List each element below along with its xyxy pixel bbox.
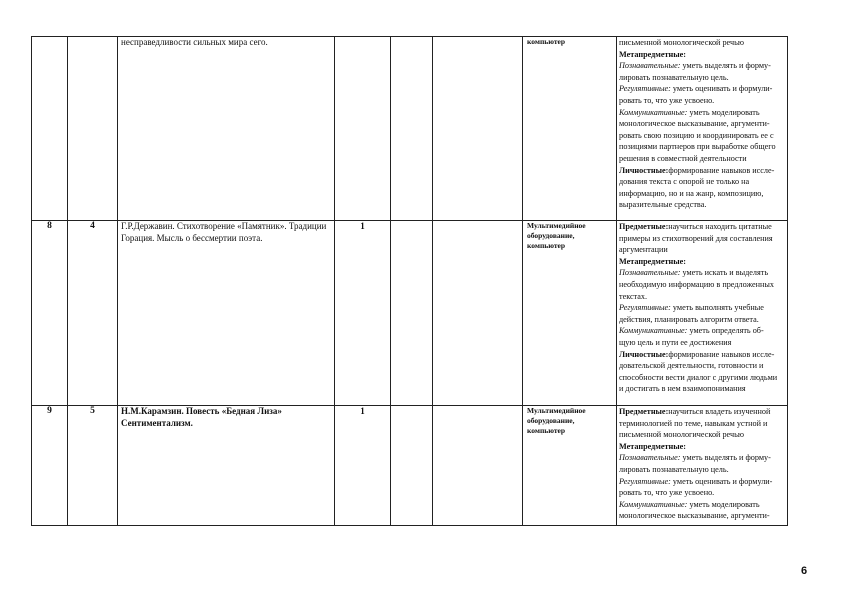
- lesson-theme: Г.Р.Державин. Стихотворение «Памятник». Традиции Горация. Мысль о бессмертии поэта.: [118, 221, 335, 406]
- result-label: Предметные:: [619, 407, 669, 416]
- result-line: [619, 349, 785, 361]
- result-text: довательской деятельности, готовности и: [619, 361, 764, 371]
- result-line: [619, 130, 785, 142]
- table-row: [32, 37, 788, 221]
- lesson-plan-table: [31, 36, 788, 526]
- result-line: [619, 279, 785, 291]
- result-text: способности вести диалог с другими людьми: [619, 372, 778, 382]
- result-text: уметь моделировать: [687, 107, 760, 117]
- result-text: монологическое высказывание, аргументи-: [619, 119, 770, 129]
- result-line: [619, 441, 785, 453]
- result-text: действия, планировать алгоритм ответа.: [619, 314, 759, 324]
- result-line: [619, 325, 785, 337]
- result-line: [619, 302, 785, 314]
- empty-cell: [391, 37, 433, 221]
- result-text: уметь оценивать и формули-: [670, 476, 773, 486]
- result-text: примеры из стихотворений для составления: [619, 233, 773, 243]
- result-text: позициями партнеров при выработке общего: [619, 142, 776, 152]
- result-line: [619, 337, 785, 349]
- result-text: ровать свою позицию и координировать ее с: [619, 130, 774, 140]
- result-label: Предметные:: [619, 222, 669, 231]
- result-text: уметь выполнять учебные: [670, 303, 764, 313]
- empty-cell: [433, 221, 523, 406]
- result-label: Регулятивные:: [619, 303, 671, 313]
- learning-results-cell: [617, 37, 788, 221]
- result-line: [619, 372, 785, 384]
- result-line: [619, 452, 785, 464]
- result-line: [619, 510, 785, 522]
- result-line: [619, 233, 785, 245]
- result-text: щую цель и пути ее достижения: [619, 337, 732, 347]
- result-line: [619, 476, 785, 488]
- result-text: формирование навыков иссле-: [668, 165, 775, 175]
- result-text: уметь моделировать: [687, 499, 760, 509]
- result-label: Регулятивные:: [619, 476, 671, 486]
- result-line: [619, 499, 785, 511]
- lesson-theme: Н.М.Карамзин. Повесть «Бедная Лиза» Сентиментализм.: [118, 406, 335, 526]
- result-line: [619, 107, 785, 119]
- result-label: Коммуникативные:: [619, 107, 688, 117]
- result-text: и достигать в нем взаимопонимания: [619, 384, 746, 394]
- result-text: решения в совместной деятельности: [619, 153, 747, 163]
- result-text: текстах.: [619, 291, 648, 301]
- result-text: ровать то, что уже усвоено.: [619, 488, 715, 498]
- result-text: уметь искать и выделять: [680, 268, 769, 278]
- hours-count: 1: [335, 406, 391, 526]
- result-line: [619, 267, 785, 279]
- result-text: письменной монологической речью: [619, 38, 744, 47]
- result-text: научиться находить цитатные: [668, 222, 772, 231]
- lesson-number: 5: [68, 406, 118, 526]
- empty-cell: [433, 406, 523, 526]
- result-label: Личностные:: [619, 349, 669, 359]
- result-line: [619, 118, 785, 130]
- result-line: [619, 221, 785, 233]
- result-text: терминологией по теме, навыкам устной и: [619, 418, 768, 428]
- result-line: [619, 487, 785, 499]
- row-number: 8: [32, 221, 68, 406]
- result-text: монологическое высказывание, аргументи-: [619, 511, 770, 521]
- table-row: [32, 406, 788, 526]
- lesson-theme: несправедливости сильных мира сего.: [118, 37, 335, 221]
- result-text: формирование навыков иссле-: [668, 349, 775, 359]
- table-row: [32, 221, 788, 406]
- result-line: [619, 83, 785, 95]
- row-number: [32, 37, 68, 221]
- equipment-cell: Мультимедийное оборудование, компьютер: [523, 406, 617, 526]
- result-line: [619, 37, 785, 49]
- result-text: уметь выделять и форму-: [680, 61, 771, 71]
- result-text: уметь оценивать и формули-: [670, 84, 773, 94]
- result-text: аргументации: [619, 245, 668, 255]
- result-line: [619, 95, 785, 107]
- result-label: Метапредметные:: [619, 256, 687, 266]
- result-line: [619, 406, 785, 418]
- result-label: Коммуникативные:: [619, 326, 688, 336]
- result-line: [619, 244, 785, 256]
- result-text: информацию, но и на жанр, композицию,: [619, 188, 764, 198]
- result-line: [619, 72, 785, 84]
- result-label: Познавательные:: [619, 61, 681, 71]
- result-text: выразительные средства.: [619, 200, 707, 210]
- result-line: [619, 418, 785, 430]
- result-text: научиться владеть изученной: [668, 407, 771, 416]
- result-line: [619, 360, 785, 372]
- hours-count: 1: [335, 221, 391, 406]
- result-line: [619, 314, 785, 326]
- empty-cell: [433, 37, 523, 221]
- result-text: необходимую информацию в предложенных: [619, 279, 775, 289]
- result-line: [619, 60, 785, 72]
- empty-cell: [391, 406, 433, 526]
- result-line: [619, 464, 785, 476]
- empty-cell: [391, 221, 433, 406]
- result-line: [619, 165, 785, 177]
- result-line: [619, 291, 785, 303]
- result-label: Метапредметные:: [619, 441, 687, 451]
- result-line: [619, 141, 785, 153]
- equipment-cell: Мультимедийное оборудование, компьютер: [523, 221, 617, 406]
- result-text: ровать то, что уже усвоено.: [619, 95, 715, 105]
- result-label: Метапредметные:: [619, 49, 687, 59]
- result-text: дования текста с опорой не только на: [619, 177, 750, 187]
- equipment-cell: компьютер: [523, 37, 617, 221]
- result-text: уметь определять об-: [687, 326, 764, 336]
- lesson-number: 4: [68, 221, 118, 406]
- result-label: Познавательные:: [619, 268, 681, 278]
- page-number: 6: [801, 565, 808, 577]
- hours-count: [335, 37, 391, 221]
- result-label: Коммуникативные:: [619, 499, 688, 509]
- learning-results-cell: [617, 221, 788, 406]
- result-line: [619, 383, 785, 395]
- result-label: Личностные:: [619, 165, 669, 175]
- result-label: Регулятивные:: [619, 84, 671, 94]
- result-line: [619, 256, 785, 268]
- result-line: [619, 429, 785, 441]
- result-line: [619, 188, 785, 200]
- result-line: [619, 176, 785, 188]
- row-number: 9: [32, 406, 68, 526]
- result-text: лировать познавательную цель.: [619, 72, 729, 82]
- result-text: письменной монологической речью: [619, 430, 744, 440]
- result-text: лировать познавательную цель.: [619, 464, 729, 474]
- result-line: [619, 199, 785, 211]
- result-text: уметь выделять и форму-: [680, 453, 771, 463]
- result-label: Познавательные:: [619, 453, 681, 463]
- result-line: [619, 153, 785, 165]
- result-line: [619, 49, 785, 61]
- learning-results-cell: [617, 406, 788, 526]
- lesson-number: [68, 37, 118, 221]
